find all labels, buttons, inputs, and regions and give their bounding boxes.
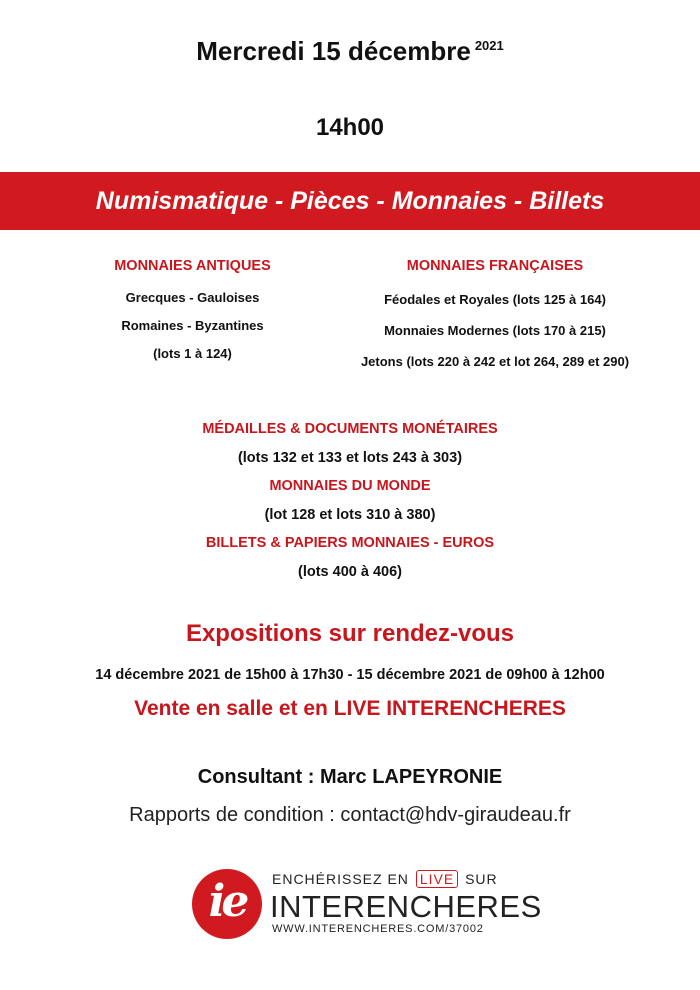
banner-text: Numismatique - Pièces - Monnaies - Billets — [95, 187, 605, 215]
year-text: 2021 — [474, 38, 504, 54]
medailles-lots: (lots 132 et 133 et lots 243 à 303) — [237, 449, 463, 466]
tagline-end: SUR — [465, 871, 498, 887]
section-heading: MONNAIES FRANÇAISES — [406, 258, 584, 274]
billets-heading: BILLETS & PAPIERS MONNAIES - EUROS — [205, 535, 495, 551]
logo-mark-text: ie — [208, 876, 246, 927]
section-line: Romaines - Byzantines — [121, 318, 264, 333]
logo-brand: INTERENCHERES — [270, 889, 542, 924]
section-line: Féodales et Royales (lots 125 à 164) — [384, 292, 606, 307]
section-monnaies-antiques — [80, 258, 305, 368]
billets-lots: (lots 400 à 406) — [298, 563, 402, 580]
monde-lots: (lot 128 et lots 310 à 380) — [264, 506, 436, 523]
medailles-heading: MÉDAILLES & DOCUMENTS MONÉTAIRES — [202, 421, 498, 437]
exposition-dates: 14 décembre 2021 de 15h00 à 17h30 - 15 décembre 2021 de 09h00 à 12h00 — [95, 667, 605, 683]
logo-url: WWW.INTERENCHERES.COM/37002 — [272, 923, 484, 935]
interencheres-logo — [190, 865, 542, 945]
section-heading: MONNAIES ANTIQUES — [114, 258, 271, 274]
exposition-title: Expositions sur rendez-vous — [185, 620, 515, 647]
rapports-contact: Rapports de condition : contact@hdv-giraudeau.fr — [129, 804, 571, 826]
category-banner — [0, 172, 700, 230]
interencheres-mark-icon — [192, 869, 262, 939]
section-line: (lots 1 à 124) — [153, 346, 232, 361]
consultant: Consultant : Marc LAPEYRONIE — [197, 766, 503, 788]
auction-time: 14h00 — [315, 114, 385, 141]
section-other-lots — [0, 415, 700, 586]
section-line: Monnaies Modernes (lots 170 à 215) — [384, 323, 606, 338]
monde-heading: MONNAIES DU MONDE — [269, 478, 431, 494]
section-line: Grecques - Gauloises — [125, 290, 260, 305]
date-text: Mercredi 15 décembre — [196, 36, 471, 66]
section-monnaies-francaises — [330, 258, 660, 377]
auction-date — [0, 36, 700, 67]
tagline-start: ENCHÉRISSEZ EN — [272, 871, 409, 887]
section-line: Jetons (lots 220 à 242 et lot 264, 289 et 290) — [360, 354, 630, 369]
logo-tagline — [272, 871, 498, 887]
live-badge: LIVE — [416, 870, 458, 888]
vente-info: Vente en salle et en LIVE INTERENCHERES — [134, 697, 566, 720]
